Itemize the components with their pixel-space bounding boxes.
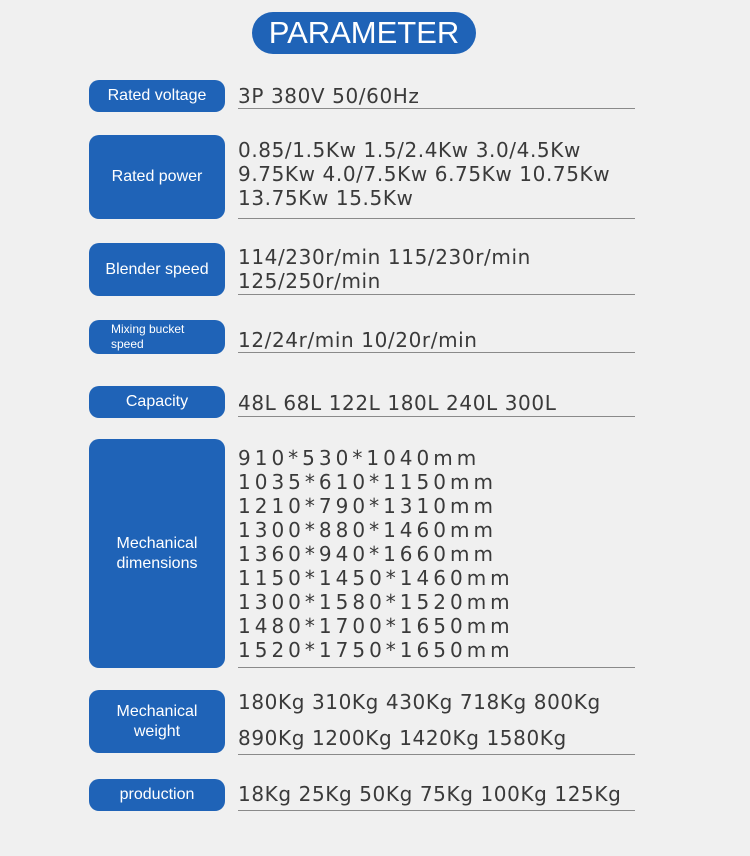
value-line: 13.75Kw 15.5Kw xyxy=(238,186,414,210)
value-line: 114/230r/min 115/230r/min xyxy=(238,245,531,269)
divider xyxy=(238,108,635,109)
value-line: 18Kg 25Kg 50Kg 75Kg 100Kg 125Kg xyxy=(238,782,622,806)
rated-voltage-value xyxy=(238,84,648,108)
capacity-value xyxy=(238,391,648,415)
value-line: 1035*610*1150mm xyxy=(238,470,497,494)
value-line: 3P 380V 50/60Hz xyxy=(238,84,420,108)
value-line: 1480*1700*1650mm xyxy=(238,614,514,638)
mixing-bucket-speed-label: Mixing bucket speed xyxy=(89,320,225,354)
value-line: 1360*940*1660mm xyxy=(238,542,497,566)
mixing-bucket-speed-value xyxy=(238,328,648,352)
value-line: 12/24r/min 10/20r/min xyxy=(238,328,478,352)
blender-speed-label: Blender speed xyxy=(89,243,225,296)
value-line: 0.85/1.5Kw 1.5/2.4Kw 3.0/4.5Kw xyxy=(238,138,581,162)
mechanical-weight-value xyxy=(238,690,648,750)
value-line: 1150*1450*1460mm xyxy=(238,566,514,590)
blender-speed-value xyxy=(238,245,648,293)
production-value xyxy=(238,782,648,806)
divider xyxy=(238,810,635,811)
capacity-label: Capacity xyxy=(89,386,225,418)
value-line: 9.75Kw 4.0/7.5Kw 6.75Kw 10.75Kw xyxy=(238,162,611,186)
divider xyxy=(238,352,635,353)
mechanical-dimensions-label: Mechanical dimensions xyxy=(89,439,225,668)
divider xyxy=(238,218,635,219)
value-line: 1520*1750*1650mm xyxy=(238,638,514,662)
value-line: 890Kg 1200Kg 1420Kg 1580Kg xyxy=(238,726,567,750)
value-line: 1300*1580*1520mm xyxy=(238,590,514,614)
value-line: 48L 68L 122L 180L 240L 300L xyxy=(238,391,557,415)
value-line: 910*530*1040mm xyxy=(238,446,481,470)
divider xyxy=(238,294,635,295)
rated-voltage-label: Rated voltage xyxy=(89,80,225,112)
mechanical-weight-label: Mechanical weight xyxy=(89,690,225,753)
value-line: 180Kg 310Kg 430Kg 718Kg 800Kg xyxy=(238,690,601,714)
value-line: 1210*790*1310mm xyxy=(238,494,497,518)
divider xyxy=(238,416,635,417)
value-line: 125/250r/min xyxy=(238,269,381,293)
divider xyxy=(238,754,635,755)
rated-power-value xyxy=(238,138,648,210)
production-label: production xyxy=(89,779,225,811)
value-line: 1300*880*1460mm xyxy=(238,518,497,542)
divider xyxy=(238,667,635,668)
mechanical-dimensions-value xyxy=(238,446,648,662)
rated-power-label: Rated power xyxy=(89,135,225,219)
page-title: PARAMETER xyxy=(252,12,476,54)
